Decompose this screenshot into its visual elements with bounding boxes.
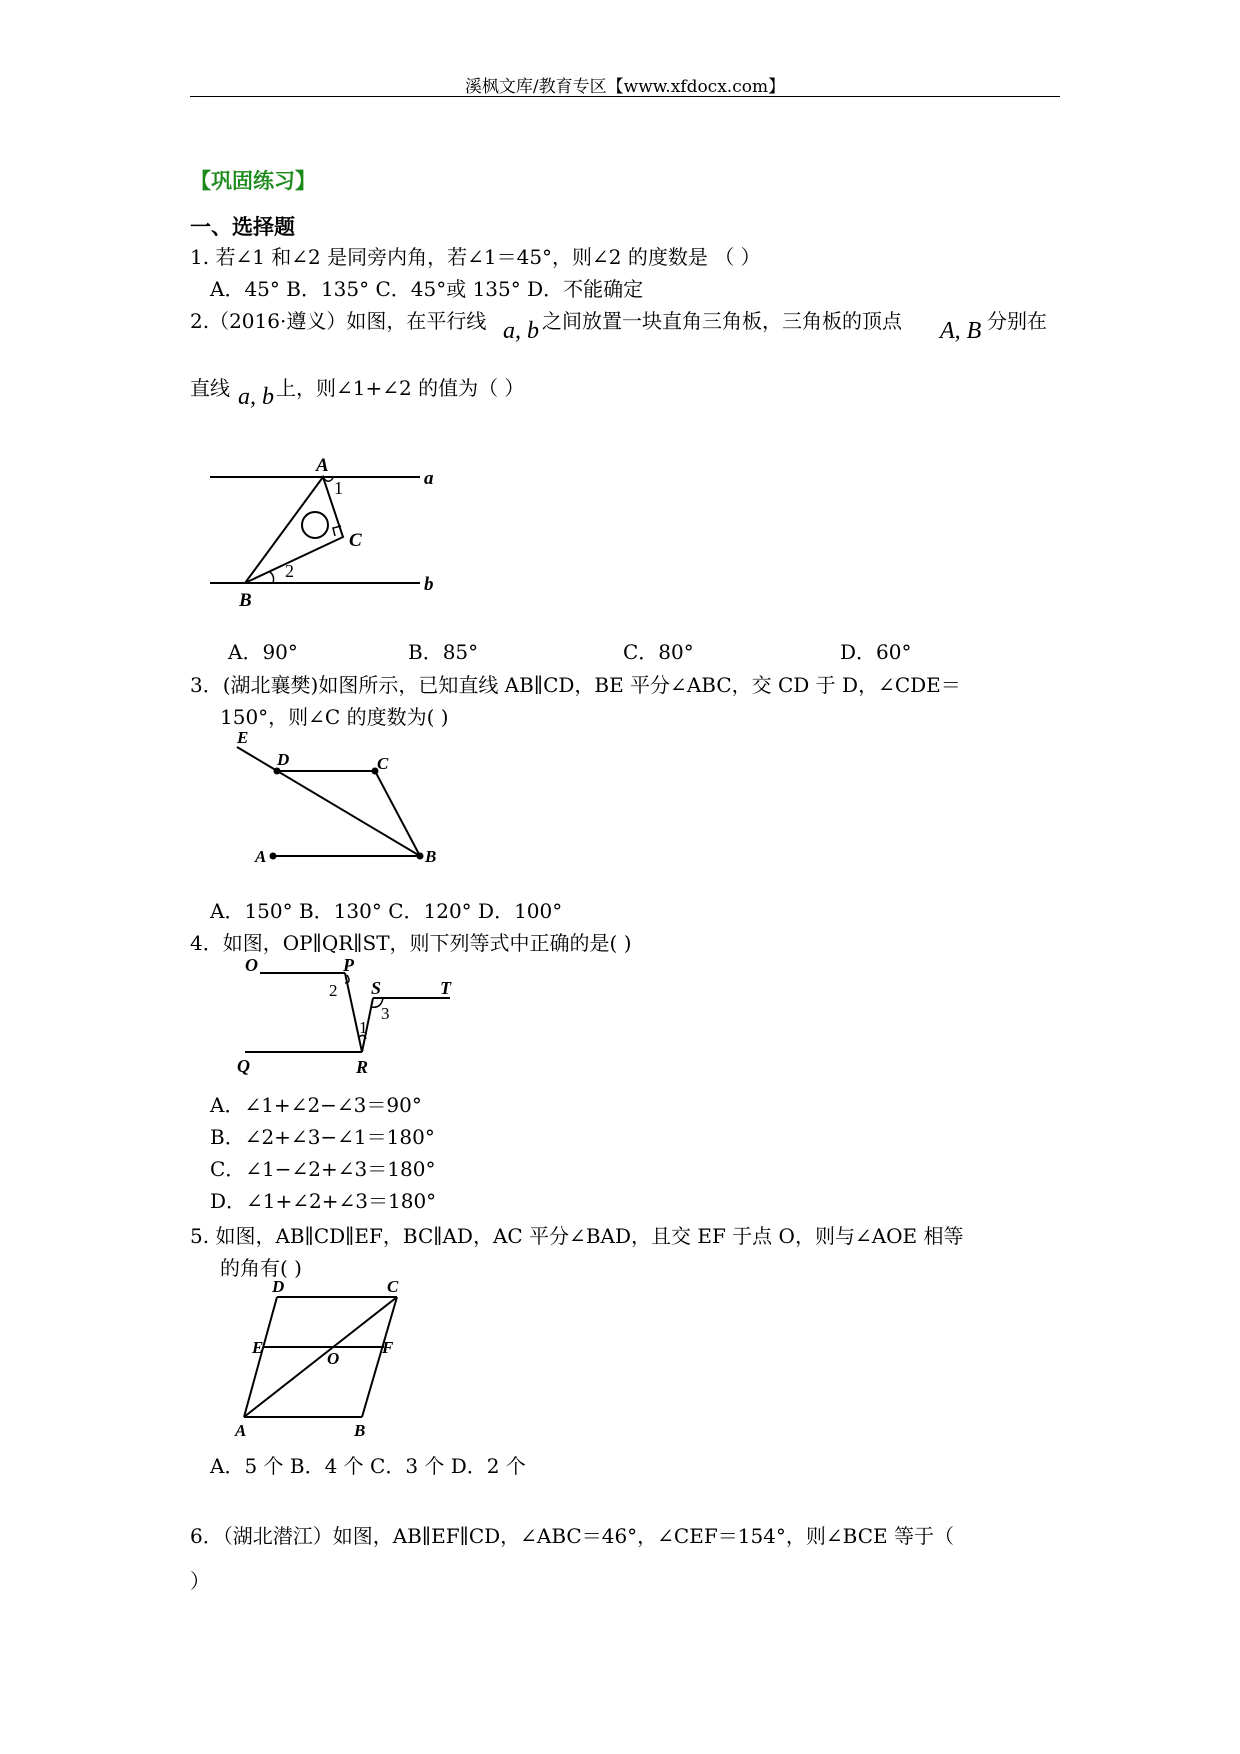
q4-label-P: P <box>343 955 354 975</box>
q4-label-2: 2 <box>329 981 338 1000</box>
q1-stem: 1. 若∠1 和∠2 是同旁内角，若∠1＝45°，则∠2 的度数是 （ ） <box>190 245 761 269</box>
q4-label-R: R <box>356 1057 369 1077</box>
q4-stem: 4．如图，OP∥QR∥ST，则下列等式中正确的是( ) <box>190 931 632 955</box>
q2-stem-c: 分别在 <box>987 309 1047 333</box>
q4-option-b: B．∠2+∠3−∠1＝180° <box>210 1125 435 1149</box>
q2-label-2: 2 <box>285 561 294 581</box>
q4-option-a: A．∠1+∠2−∠3＝90° <box>210 1093 422 1117</box>
q2-line2-var: a, b <box>238 384 274 410</box>
q2-label-C: C <box>349 530 362 551</box>
line-CB <box>362 1297 397 1417</box>
line-DA <box>244 1297 277 1417</box>
point-A <box>270 853 277 860</box>
q3-label-C: C <box>377 754 389 773</box>
q5-stem-2: 的角有( ) <box>220 1256 302 1280</box>
q2-option-d: D．60° <box>840 640 912 664</box>
q2-line2-b: 上，则∠1+∠2 的值为（ ） <box>276 376 525 400</box>
point-B <box>417 853 424 860</box>
q2-stem-b: 之间放置一块直角三角板，三角板的顶点 <box>542 309 902 333</box>
line-PR <box>345 973 362 1052</box>
part-title: 一、选择题 <box>190 214 295 239</box>
triangle-board <box>245 477 343 583</box>
q3-label-B: B <box>425 847 437 866</box>
q3-label-D: D <box>277 750 290 769</box>
q5-label-B: B <box>354 1421 366 1440</box>
q3-stem-1: 3．(湖北襄樊)如图所示，已知直线 AB∥CD，BE 平分∠ABC，交 CD 于 D，∠CDE＝ <box>190 673 961 697</box>
q5-options: A．5 个 B．4 个 C．3 个 D．2 个 <box>210 1454 526 1478</box>
q4-label-O: O <box>245 955 258 975</box>
q4-label-3: 3 <box>381 1004 390 1023</box>
q2-label-B: B <box>239 590 252 611</box>
q2-figure <box>195 440 455 620</box>
q2-var-ab: a, b <box>503 318 539 344</box>
q3-figure <box>225 725 445 875</box>
q2-stem-a: 2.（2016·遵义）如图，在平行线 <box>190 309 487 333</box>
q5-label-O: O <box>327 1349 340 1368</box>
q4-label-S: S <box>371 978 382 998</box>
q4-figure <box>235 955 465 1080</box>
q2-label-A: A <box>316 455 329 476</box>
q2-option-c: C．80° <box>623 640 694 664</box>
q2-label-a: a <box>424 468 434 489</box>
q3-label-A: A <box>255 847 267 866</box>
q5-label-C: C <box>387 1280 399 1296</box>
line-EB <box>237 747 420 856</box>
q4-label-Q: Q <box>237 1056 250 1076</box>
angle-2-arc <box>270 572 274 583</box>
q5-label-F: F <box>382 1338 394 1357</box>
q3-label-E: E <box>237 728 249 747</box>
q3-stem-2: 150°，则∠C 的度数为( ) <box>220 705 449 729</box>
q6-stem-2: ） <box>190 1569 210 1593</box>
q5-figure <box>232 1280 422 1440</box>
q2-var-AB: A, B <box>940 318 982 344</box>
q2-label-1: 1 <box>334 478 343 498</box>
q2-option-a: A．90° <box>228 640 298 664</box>
q1-options: A．45° B．135° C．45°或 135° D．不能确定 <box>210 277 644 301</box>
q5-stem-1: 5. 如图，AB∥CD∥EF，BC∥AD，AC 平分∠BAD，且交 EF 于点 O，则与∠AOE 相等 <box>190 1224 964 1248</box>
q5-label-E: E <box>252 1338 264 1357</box>
line-AC <box>244 1297 397 1417</box>
q3-options: A．150° B．130° C．120° D．100° <box>210 899 563 923</box>
q2-line2-a: 直线 <box>190 376 230 400</box>
q4-option-d: D．∠1+∠2+∠3＝180° <box>210 1189 437 1213</box>
section-title: 【巩固练习】 <box>190 168 316 193</box>
page-header: 溪枫文库/教育专区【www.xfdocx.com】 <box>464 77 786 97</box>
q2-label-b: b <box>424 574 434 595</box>
triangle-hole <box>302 512 328 538</box>
q5-label-A: A <box>235 1421 247 1440</box>
q2-option-b: B．85° <box>408 640 479 664</box>
q6-stem-1: 6．（湖北潜江）如图，AB∥EF∥CD，∠ABC＝46°，∠CEF＝154°，则∠BCE 等于（ <box>190 1524 954 1548</box>
q4-label-1: 1 <box>359 1018 368 1037</box>
header-divider <box>190 96 1060 97</box>
q4-label-T: T <box>440 978 451 998</box>
q4-option-c: C．∠1−∠2+∠3＝180° <box>210 1157 436 1181</box>
q5-label-D: D <box>272 1280 285 1296</box>
